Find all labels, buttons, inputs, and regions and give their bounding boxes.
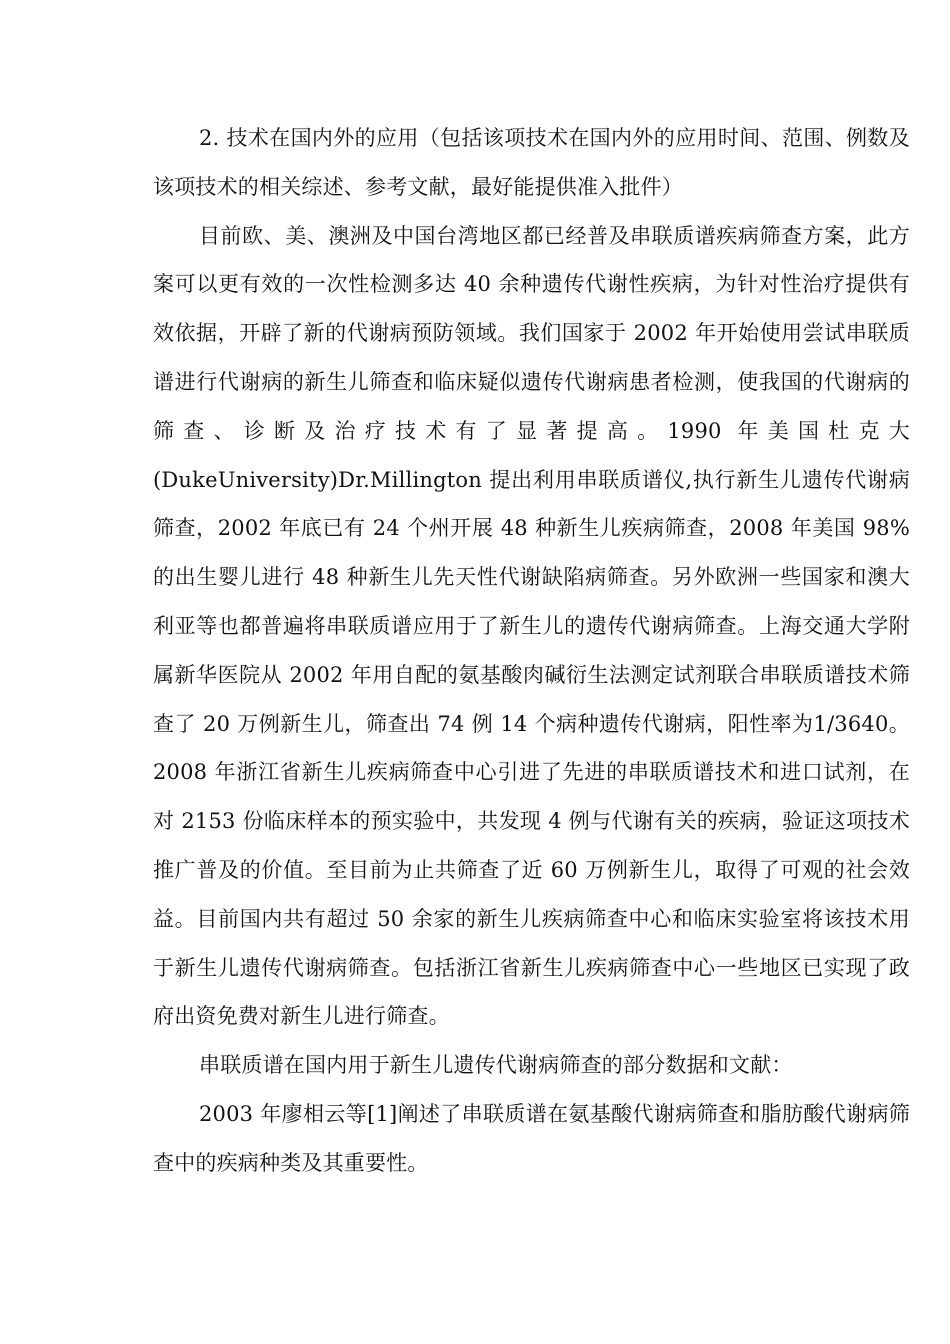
section-heading: 2. 技术在国内外的应用（包括该项技术在国内外的应用时间、范围、例数及该项技术的相关综述、参考文献，最好能提供准入批件）	[153, 126, 910, 199]
document-body	[153, 114, 910, 1188]
paragraph-data-intro: 串联质谱在国内用于新生儿遗传代谢病筛查的部分数据和文献：	[199, 1053, 793, 1078]
paragraph-main: 目前欧、美、澳洲及中国台湾地区都已经普及串联质谱疾病筛查方案，此方案可以更有效的一次性检测多达 40 余种遗传代谢性疾病，为针对性治疗提供有效依据，开辟了新的代谢病预防领域。我们国家于 2002 年开始使用尝试串联质谱进行代谢病的新生儿筛查和临床疑似遗传代谢病患者检测，使我国的代谢病的筛查、诊断及治疗技术有了显著提高。1990 年美国杜克大(DukeUniversity)Dr.Millington 提出利用串联质谱仪,执行新生儿遗传代谢病筛查，2002 年底已有 24 个州开展 48 种新生儿疾病筛查，2008 年美国 98%的出生婴儿进行 48 种新生儿先天性代谢缺陷病筛查。另外欧洲一些国家和澳大利亚等也都普遍将串联质谱应用于了新生儿的遗传代谢病筛查。上海交通大学附属新华医院从 2002 年用自配的氨基酸肉碱衍生法测定试剂联合串联质谱技术筛查了 20 万例新生儿，筛查出 74 例 14 个病种遗传代谢病，阳性率为1/3640。2008 年浙江省新生儿疾病筛查中心引进了先进的串联质谱技术和进口试剂，在对 2153 份临床样本的预实验中，共发现 4 例与代谢有关的疾病，验证这项技术推广普及的价值。至目前为止共筛查了近 60 万例新生儿，取得了可观的社会效益。目前国内共有超过 50 余家的新生儿疾病筛查中心和临床实验室将该技术用于新生儿遗传代谢病筛查。包括浙江省新生儿疾病筛查中心一些地区已实现了政府出资免费对新生儿进行筛查。	[153, 223, 910, 1029]
paragraph-reference-1: 2003 年廖相云等[1]阐述了串联质谱在氨基酸代谢病筛查和脂肪酸代谢病筛查中的疾病种类及其重要性。	[153, 1101, 910, 1175]
